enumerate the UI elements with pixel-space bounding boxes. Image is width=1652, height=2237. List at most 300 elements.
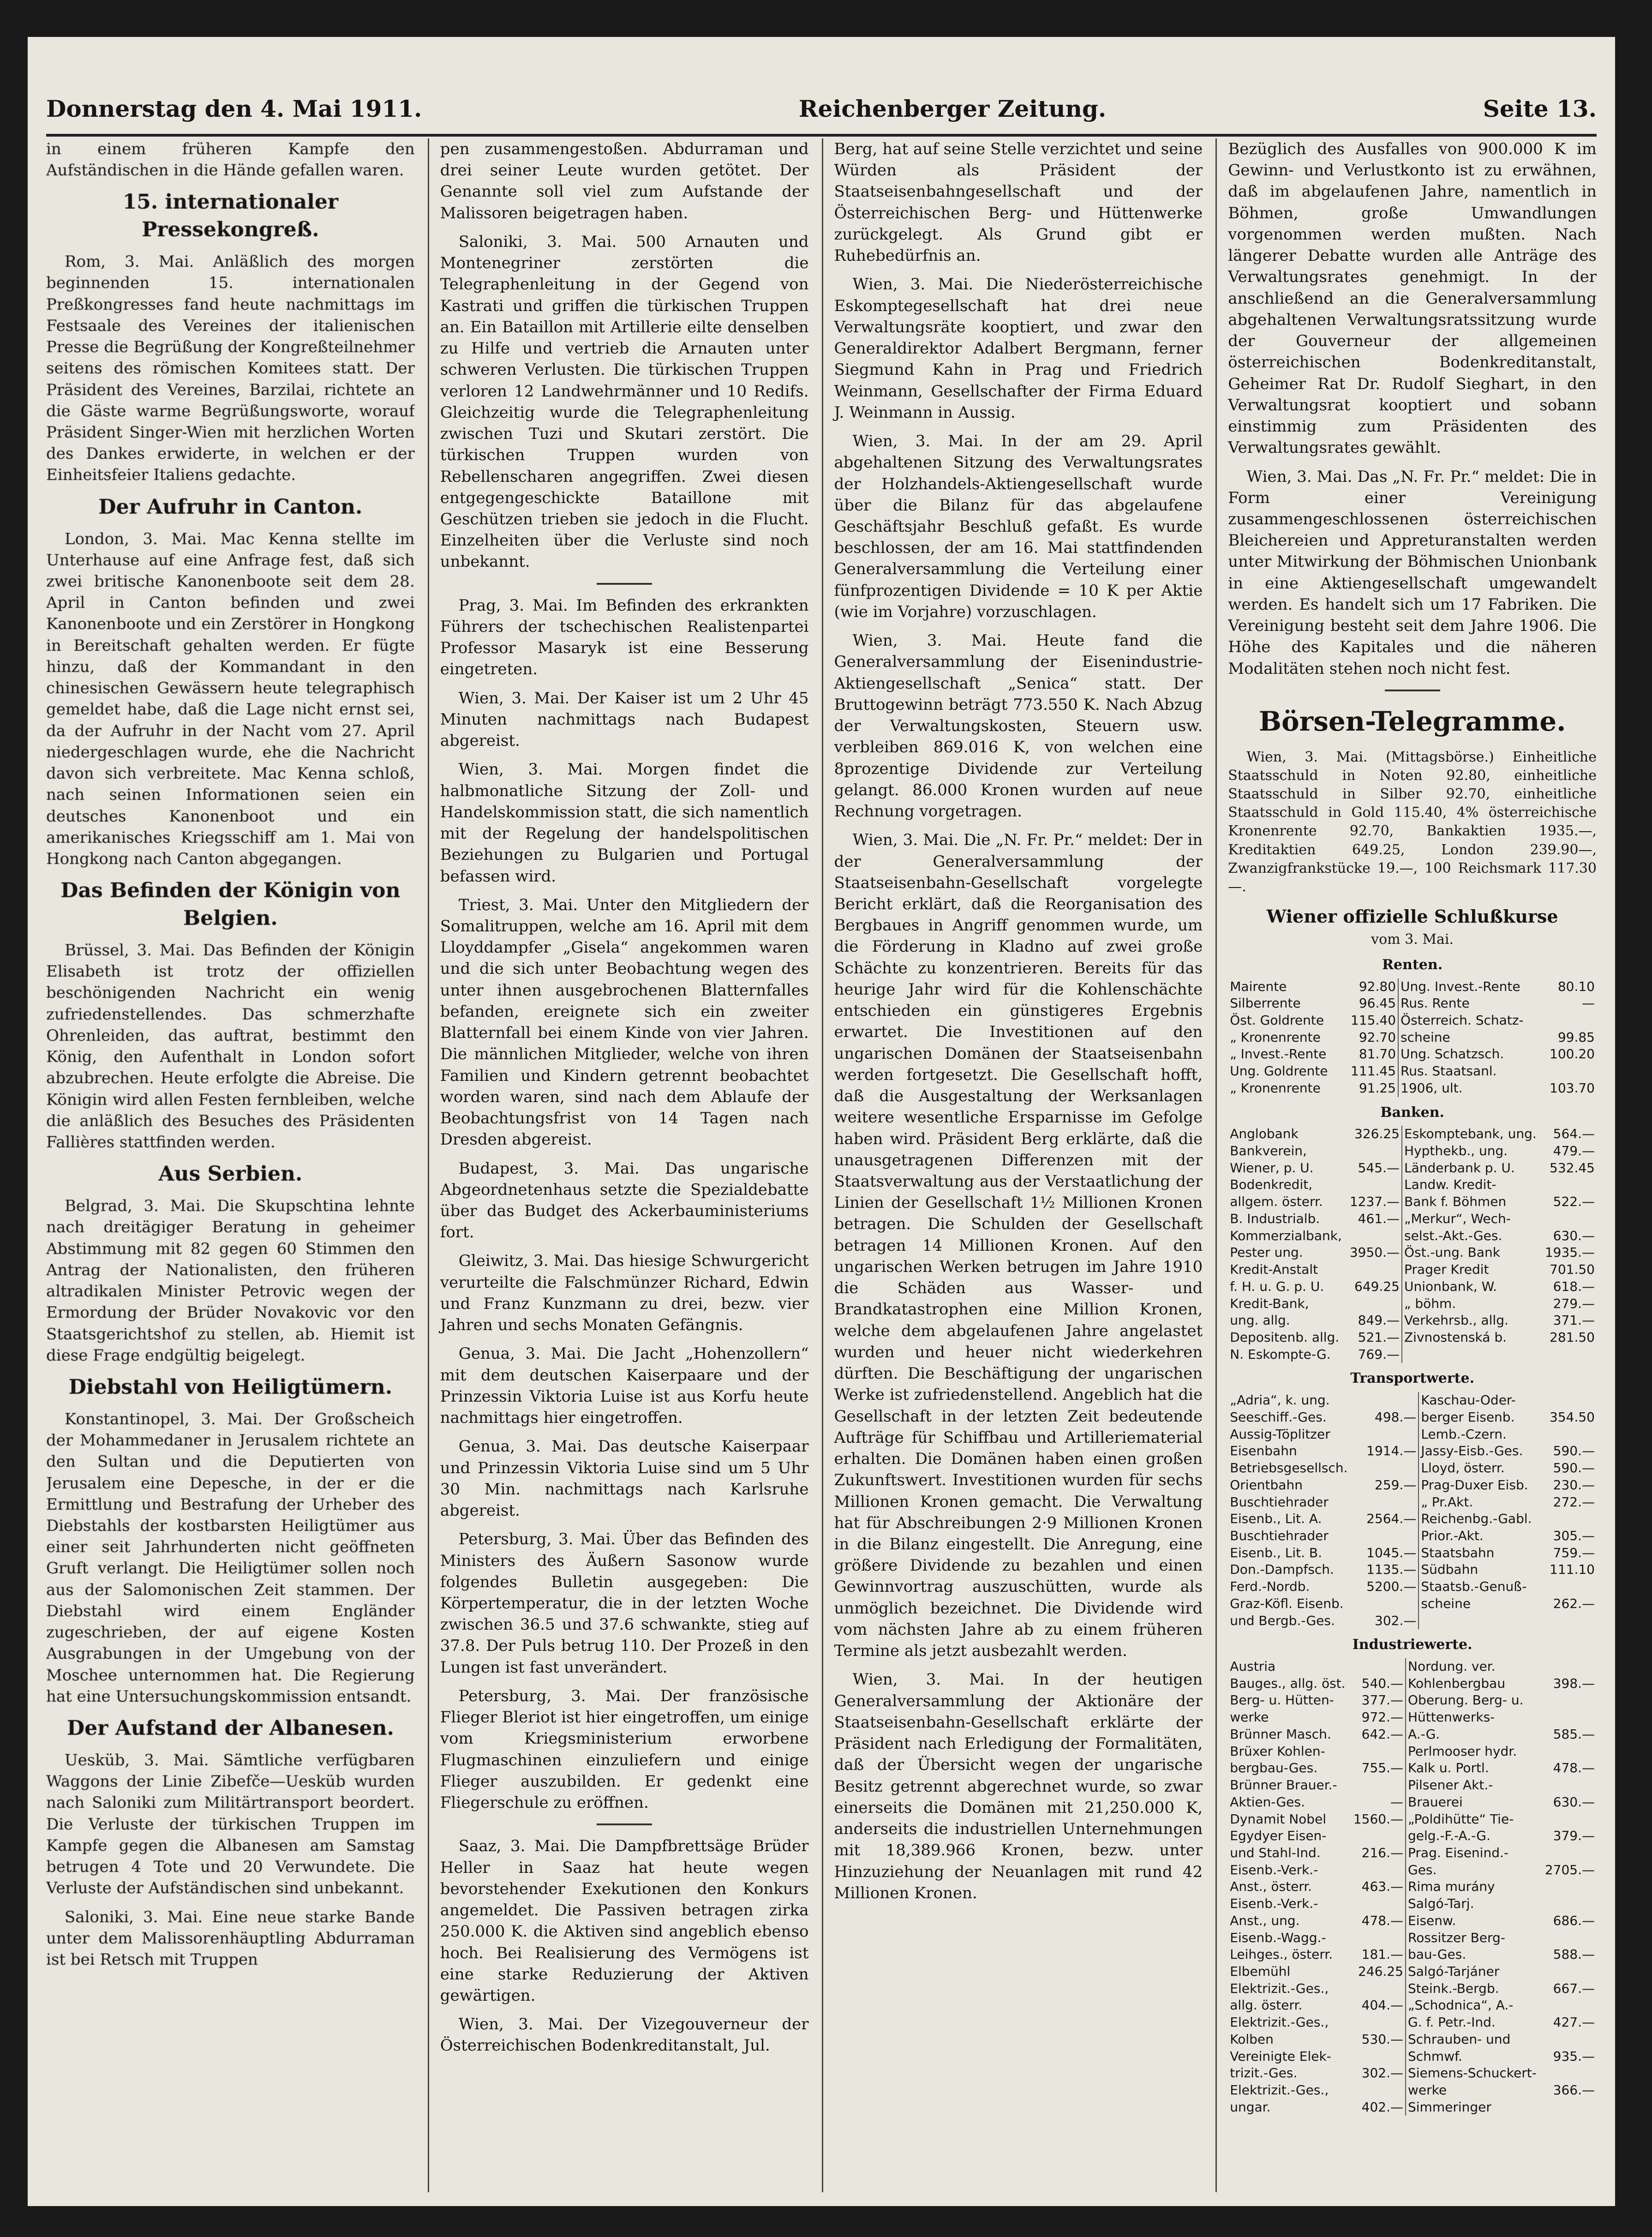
schlusskurse-title: Wiener offizielle Schlußkurse bbox=[1266, 906, 1558, 927]
kurs-value: 3950.— bbox=[1349, 1245, 1400, 1260]
kurs-row bbox=[1228, 1930, 1597, 1947]
kurs-row bbox=[1228, 1913, 1597, 1930]
kurs-name: G. f. Petr.-Ind. bbox=[1406, 2014, 1542, 2031]
kurs-row bbox=[1228, 1063, 1597, 1080]
kurs-name: Länderbank p. U. bbox=[1402, 1160, 1542, 1177]
kurs-name: Eisenw. bbox=[1406, 1913, 1542, 1930]
kurs-value: 259.— bbox=[1375, 1477, 1417, 1493]
kurs-value bbox=[1350, 1777, 1406, 1794]
kurs-name: Leihges., österr. bbox=[1230, 1947, 1333, 1962]
kurs-row bbox=[1228, 1997, 1597, 2014]
kurs-row bbox=[1228, 1845, 1597, 1862]
kurs-value: 354.50 bbox=[1550, 1409, 1595, 1425]
kurs-value: 564.— bbox=[1553, 1126, 1595, 1142]
kurs-row bbox=[1228, 1443, 1597, 1460]
kurs-value: 849.— bbox=[1358, 1313, 1400, 1328]
kurs-name: Landw. Kredit- bbox=[1402, 1176, 1542, 1193]
kurs-value bbox=[1542, 1176, 1597, 1193]
header-page-number: Seite 13. bbox=[1483, 95, 1597, 122]
kurs-value: 302.— bbox=[1375, 1613, 1417, 1628]
kurs-value bbox=[1360, 1392, 1419, 1409]
kurs-value bbox=[1542, 1930, 1597, 1947]
kurs-name: Eisenb.-Verk.- bbox=[1230, 1896, 1318, 1912]
kurs-value bbox=[1350, 1743, 1406, 1760]
kurs-value: 642.— bbox=[1361, 1726, 1403, 1742]
newspaper-page bbox=[28, 37, 1615, 2206]
kurs-value: 1560.— bbox=[1353, 1811, 1403, 1827]
kurs-row bbox=[1228, 1777, 1597, 1794]
article-paragraph: Wien, 3. Mai. Der Vizegouverneur der Österreichischen Bodenkreditanstalt, Jul. bbox=[440, 2015, 809, 2055]
kurs-value bbox=[1350, 1658, 1406, 1675]
kurs-name: Elbemühl bbox=[1230, 1963, 1291, 1979]
kurs-value: 478.— bbox=[1361, 1913, 1403, 1928]
kurs-name: Hypthekb., ung. bbox=[1402, 1143, 1542, 1160]
kurs-row bbox=[1228, 978, 1597, 996]
kurs-name: Bauges., allg. öst. bbox=[1230, 1675, 1346, 1691]
kurs-name: Prager Kredit bbox=[1402, 1261, 1542, 1278]
kurs-name: Brünner Brauer.- bbox=[1230, 1777, 1337, 1793]
kurs-value: 630.— bbox=[1553, 1794, 1595, 1810]
kurs-name: Salgó-Tarjáner bbox=[1406, 1963, 1542, 1980]
article-paragraph: in einem früheren Kampfe den Aufständischen in die Hände gefallen waren. bbox=[46, 140, 415, 180]
kurs-value: 667.— bbox=[1553, 1980, 1595, 1996]
header-newspaper-title: Reichenberger Zeitung. bbox=[798, 95, 1107, 122]
kurs-name: allgem. österr. bbox=[1230, 1194, 1323, 1210]
kurs-name: und Stahl-Ind. bbox=[1230, 1845, 1321, 1860]
kurs-value: 972.— bbox=[1361, 1709, 1403, 1725]
kurs-value: 630.— bbox=[1553, 1228, 1595, 1243]
kurs-value: 521.— bbox=[1358, 1329, 1400, 1345]
article-paragraph: London, 3. Mai. Mac Kenna stellte im Unterhause auf eine Anfrage fest, daß sich zwei britische Kanonenboote seit dem 28. April in Canton befinden und zwei Kanonenboote und ein Zerstörer in Hongkong in Bereitschaft gehalten werden. Er fügte hinzu, daß der Kommandant in den chinesischen Gewässern heute telegraphisch gemeldet habe, daß die Lage nicht ernst sei, da der Aufruhr in der Nacht vom 27. April niedergeschlagen wurde, ehe die Nachricht davon sich verbreitete. Mac Kenna schloß, nach seinen Informationen seien ein deutsches Kanonenboot und ein amerikanisches Kriegsschiff am 1. Mai von Hongkong nach Canton abgegangen. bbox=[46, 529, 415, 869]
kurs-name: bergbau-Ges. bbox=[1230, 1760, 1318, 1776]
column-4 bbox=[1215, 138, 1597, 2192]
kurs-row bbox=[1228, 1511, 1597, 1528]
kurs-value: 379.— bbox=[1553, 1828, 1595, 1844]
kurs-name: Austria bbox=[1230, 1659, 1276, 1674]
kurs-name: Prior.-Akt. bbox=[1419, 1528, 1544, 1545]
kurs-row bbox=[1228, 1477, 1597, 1494]
article-paragraph: Wien, 3. Mai. Der Kaiser ist um 2 Uhr 45 Minuten nachmittags nach Budapest abgereist. bbox=[440, 689, 809, 750]
kurs-value bbox=[1544, 1426, 1597, 1443]
kurs-row bbox=[1228, 1578, 1597, 1595]
kurs-value: 111.45 bbox=[1351, 1063, 1396, 1079]
kurs-name bbox=[1402, 1346, 1542, 1363]
kurs-name: Eisenb., Lit. B. bbox=[1230, 1545, 1323, 1560]
kurs-name: f. H. u. G. p. U. bbox=[1230, 1278, 1324, 1294]
article-paragraph: Saloniki, 3. Mai. 500 Arnauten und Montenegriner zerstörten die Telegraphenleitung in der Gegend von Kastrati und griffen die türkischen Truppen an. Ein Bataillon mit Artillerie eilte denselben zu Hilfe und vertrieb die Arnauten unter schweren Verlusten. Die türkischen Truppen verloren 12 Landwehrmänner und 10 Redifs. Gleichzeitig wurde die Telegraphenleitung zwischen Tuzi und Skutari zerstört. Die türkischen Truppen wurden von Rebellenscharen angegriffen. Zwei diesen entgegengeschickte Bataillone mit Geschützen trieben sie jedoch in die Flucht. Einzelheiten über die Verluste sind noch unbekannt. bbox=[440, 232, 809, 571]
kurs-value: 92.80 bbox=[1359, 978, 1396, 994]
kurs-row bbox=[1228, 1658, 1597, 1675]
kurs-name: Eisenb.-Wagg.- bbox=[1230, 1930, 1326, 1945]
kurs-value: 377.— bbox=[1361, 1692, 1403, 1708]
kurs-name: Depositenb. allg. bbox=[1230, 1329, 1340, 1345]
kurs-value: 91.25 bbox=[1359, 1080, 1396, 1096]
kurs-name: Egydyer Eisen- bbox=[1230, 1828, 1327, 1844]
kurs-value bbox=[1544, 1578, 1597, 1595]
kurs-name: Oberung. Berg- u. bbox=[1406, 1692, 1542, 1709]
article-paragraph: Saaz, 3. Mai. Die Dampfbrettsäge Brüder Heller in Saaz hat heute wegen bevorstehender Exekutionen den Konkurs angemeldet. Die Passiven betragen zirka 250.000 K. die Aktiven sind angeblich ebenso hoch. Bei Realisierung des Vermögens ist eine starke Reduzierung der Aktiven gewärtigen. bbox=[440, 1837, 809, 2005]
kurs-value: 115.40 bbox=[1351, 1012, 1396, 1028]
article-paragraph: Wien, 3. Mai. In der am 29. April abgehaltenen Sitzung des Verwaltungsrates der Holzhandels-Aktiengesellschaft wurde über die Bilanz für das abgelaufene Geschäftsjahr Beschluß gefaßt. Es wurde beschlossen, der am 16. Mai stattfindenden Generalversammlung die Verteilung einer fünfprozentigen Dividende = 10 K per Aktie (wie im Vorjahre) vorzuschlagen. bbox=[834, 432, 1203, 621]
kurs-row bbox=[1228, 1613, 1597, 1630]
kurs-value bbox=[1542, 1692, 1597, 1709]
kurs-value: 479.— bbox=[1553, 1143, 1595, 1159]
kurs-value: 461.— bbox=[1358, 1211, 1400, 1226]
kurs-value: 262.— bbox=[1553, 1595, 1595, 1611]
kurs-name bbox=[1419, 1613, 1544, 1630]
kurs-value: 2705.— bbox=[1544, 1862, 1595, 1877]
kurs-name: N. Eskompte-G. bbox=[1230, 1346, 1331, 1362]
kurs-name: „Schodnica“, A.- bbox=[1406, 1997, 1542, 2014]
kurs-value: 281.50 bbox=[1550, 1329, 1595, 1345]
kurs-value bbox=[1542, 1845, 1597, 1862]
article-paragraph: Rom, 3. Mai. Anläßlich des morgen beginnenden 15. internationalen Preßkongresses fand heute nachmittags im Festsaale des Vereines der italienischen Presse die Begrüßung der Kongreßteilnehmer seitens des römischen Komitees statt. Der Präsident des Vereines, Barzilai, richtete an die Gäste warme Begrüßungsworte, worauf Präsident Singer-Wien mit herzlichen Worten des Dankes erwiderte, in welchen er der Einheitsfeier Italiens gedachte. bbox=[46, 252, 415, 485]
kurs-value: 545.— bbox=[1358, 1160, 1400, 1175]
kurs-name: Rus. Rente bbox=[1398, 995, 1542, 1012]
kurs-row bbox=[1228, 1160, 1597, 1177]
kurs-name: B. Industrialb. bbox=[1230, 1211, 1320, 1226]
article-paragraph: Gleiwitz, 3. Mai. Das hiesige Schwurgericht verurteilte die Falschmünzer Richard, Edwin und Franz Kunzmann zu drei, bezw. vier Jahren und sechs Monaten Gefängnis. bbox=[440, 1252, 809, 1335]
kurs-row bbox=[1228, 1528, 1597, 1545]
kurs-table bbox=[1228, 1126, 1597, 1363]
kurs-value: 92.70 bbox=[1359, 1029, 1396, 1045]
kurs-row bbox=[1228, 1029, 1597, 1046]
kurs-name: Salgó-Tarj. bbox=[1406, 1895, 1542, 1913]
article-heading: Aus Serbien. bbox=[158, 1162, 303, 1186]
kurs-name: Rossitzer Berg- bbox=[1406, 1930, 1542, 1947]
kurs-value: 1237.— bbox=[1349, 1194, 1400, 1210]
kurs-value bbox=[1347, 1176, 1402, 1193]
kurs-name: Österreich. Schatz- bbox=[1398, 1012, 1542, 1029]
kurs-name: „ Kronenrente bbox=[1230, 1080, 1321, 1096]
kurs-name: Anst., ung. bbox=[1230, 1913, 1300, 1928]
kurs-row bbox=[1228, 1828, 1597, 1845]
kurs-name: Buschtiehrader bbox=[1230, 1494, 1329, 1510]
kurs-value bbox=[1347, 1228, 1402, 1245]
kurs-name: Prag-Duxer Eisb. bbox=[1419, 1477, 1544, 1494]
kurs-row bbox=[1228, 1878, 1597, 1895]
kurs-value: 305.— bbox=[1553, 1528, 1595, 1543]
kurs-value: 100.20 bbox=[1550, 1046, 1595, 1062]
kurs-name: Lloyd, österr. bbox=[1419, 1460, 1544, 1477]
kurs-value bbox=[1542, 1811, 1597, 1828]
article-paragraph: Genua, 3. Mai. Das deutsche Kaiserpaar und Prinzessin Viktoria Luise sind um 5 Uhr 30 Min. nachmittags nach Karlsruhe abgereist. bbox=[440, 1437, 809, 1520]
kurs-name: bau-Ges. bbox=[1406, 1946, 1542, 1963]
kurs-name: Elektrizit.-Ges., bbox=[1230, 1980, 1329, 1996]
article-paragraph: Wien, 3. Mai. Morgen findet die halbmonatliche Sitzung der Zoll- und Handelskommission statt, die sich namentlich mit der Regelung der handelspolitischen Beziehungen zu Bulgarien und Portugal befassen wird. bbox=[440, 760, 809, 886]
kurs-name: Prag. Eisenind.- bbox=[1406, 1845, 1542, 1862]
kurs-name: Verkehrsb., allg. bbox=[1402, 1312, 1542, 1329]
kurs-value: 404.— bbox=[1361, 1997, 1403, 2013]
kurs-value: 590.— bbox=[1553, 1460, 1595, 1476]
kurs-name: Reichenbg.-Gabl. bbox=[1419, 1511, 1544, 1528]
kurs-value bbox=[1542, 1658, 1597, 1675]
kurs-row bbox=[1228, 1295, 1597, 1313]
kurs-row bbox=[1228, 1211, 1597, 1228]
kurs-row bbox=[1228, 1392, 1597, 1409]
kurs-value bbox=[1542, 2099, 1597, 2116]
kurs-value: 5200.— bbox=[1366, 1579, 1417, 1595]
kurs-name: Kalk u. Portl. bbox=[1406, 1760, 1542, 1777]
kurs-value: 371.— bbox=[1553, 1313, 1595, 1328]
kurs-value bbox=[1542, 2065, 1597, 2082]
kurs-value bbox=[1542, 1709, 1597, 1726]
kurs-value bbox=[1350, 1895, 1406, 1913]
article-paragraph: Petersburg, 3. Mai. Der französische Flieger Bleriot ist hier eingetroffen, um einige vom Kriegsministerium erworbene Flugmaschinen einzuliefern und einige Flieger auszubilden. Er gedenkt eine Fliegerschule zu eröffnen. bbox=[440, 1686, 809, 1812]
kurs-name: werke bbox=[1230, 1709, 1269, 1725]
kurs-row bbox=[1228, 1278, 1597, 1295]
kurs-name: Silberrente bbox=[1230, 996, 1301, 1011]
article-paragraph: Belgrad, 3. Mai. Die Skupschtina lehnte nach dreitägiger Beratung in geheimer Abstimmung mit 82 gegen 60 Stimmen den Antrag der Nationalisten, den früheren altradikalen Minister Petrovic wegen der Ermordung der Brüder Novakovic vor den Staatsgerichtshof zu stellen, ab. Hiemit ist diese Frage endgültig beigelegt. bbox=[46, 1197, 415, 1365]
kurs-value: 181.— bbox=[1361, 1947, 1403, 1962]
columns bbox=[46, 138, 1597, 2192]
kurs-row bbox=[1228, 1409, 1597, 1426]
kurs-name: Elektrizit.-Ges., bbox=[1230, 2082, 1329, 2098]
kurs-name: Kommerzialbank, bbox=[1230, 1228, 1342, 1243]
kurs-row bbox=[1228, 1675, 1597, 1692]
schlusskurse-date: vom 3. Mai. bbox=[1371, 931, 1454, 948]
kurs-value: 1135.— bbox=[1366, 1562, 1417, 1577]
kurs-name: Eisenb.-Verk.- bbox=[1230, 1862, 1318, 1877]
column-4-articles bbox=[1228, 138, 1597, 679]
kurs-row bbox=[1228, 1261, 1597, 1278]
kurs-value: 759.— bbox=[1553, 1545, 1595, 1560]
kurs-value: 246.25 bbox=[1358, 1963, 1403, 1979]
article-heading: Der Aufstand der Albanesen. bbox=[66, 1716, 394, 1740]
kurs-name: Eisenbahn bbox=[1230, 1443, 1297, 1459]
kurs-name: Unionbank, W. bbox=[1402, 1278, 1542, 1295]
kurs-name: Staatsbahn bbox=[1419, 1545, 1544, 1562]
article-paragraph: Wien, 3. Mai. In der heutigen Generalversammlung der Aktionäre der Staatseisenbahn-Gesellschaft erklärte der Präsident nach Erledigung der Formalitäten, daß der Übersicht wegen der ungarische Besitz getrennt abgerechnet wurde, so zwar einerseits die Domänen mit 21,250.000 K, anderseits die industriellen Unternehmungen mit 18,389.966 Kronen, bezw. unter Hinzuziehung der Neuanlagen mit rund 42 Millionen Kronen. bbox=[834, 1670, 1203, 1902]
article-paragraph: Saloniki, 3. Mai. Eine neue starke Bande unter dem Malissorenhäuptling Abdurraman ist bei Retsch mit Truppen bbox=[46, 1907, 415, 1969]
kurs-name: trizit.-Ges. bbox=[1230, 2065, 1298, 2081]
kurs-value: 935.— bbox=[1553, 2048, 1595, 2064]
kurs-name: Südbahn bbox=[1419, 1561, 1544, 1578]
kurs-name: 1906, ult. bbox=[1398, 1080, 1542, 1097]
kurs-value: 81.70 bbox=[1359, 1046, 1396, 1062]
article-heading: Das Befinden der Königin von Belgien. bbox=[60, 879, 401, 930]
kurs-name: Don.-Dampfsch. bbox=[1230, 1562, 1334, 1577]
kurs-row bbox=[1228, 1743, 1597, 1760]
kurs-name: Öst.-ung. Bank bbox=[1402, 1244, 1542, 1261]
column-2 bbox=[428, 138, 809, 2192]
kurs-row bbox=[1228, 1794, 1597, 1811]
kurs-value bbox=[1542, 1012, 1597, 1029]
kurs-value: 478.— bbox=[1553, 1760, 1595, 1776]
kurs-name: Bodenkredit, bbox=[1230, 1177, 1313, 1193]
kurs-name: Hüttenwerks- bbox=[1406, 1709, 1542, 1726]
kurs-value: 769.— bbox=[1358, 1346, 1400, 1362]
kurs-row bbox=[1228, 1709, 1597, 1726]
kurs-value: 1935.— bbox=[1544, 1245, 1595, 1260]
kurs-row bbox=[1228, 2099, 1597, 2116]
article-heading: Diebstahl von Heiligtümern. bbox=[68, 1375, 393, 1399]
kurs-value: 590.— bbox=[1553, 1443, 1595, 1459]
article-paragraph: Uesküb, 3. Mai. Sämtliche verfügbaren Waggons der Linie Zibefče—Uesküb wurden nach Saloniki zum Militärtransport beordert. Die Verluste der türkischen Truppen im Kampfe gegen die Albanesen am Samstag betrugen 4 Tote und 20 Verwundete. Die Verluste der Aufständischen sind unbekannt. bbox=[46, 1751, 415, 1898]
article-paragraph: Brüssel, 3. Mai. Das Befinden der Königin Elisabeth ist trotz der offiziellen beschönigenden Nachricht ein wenig zufriedenstellendes. Das schmerzhafte Ohrenleiden, das auftrat, bestimmt den König, den Aufenthalt in London sofort abzubrechen. Heute erfolgte die Abreise. Die Königin wird allen Festen fernbleiben, welche die anläßlich des Besuches des Präsidenten Fallières stattfinden werden. bbox=[46, 941, 415, 1152]
kurs-name: berger Eisenb. bbox=[1419, 1409, 1544, 1426]
kurs-name: Ferd.-Nordb. bbox=[1230, 1579, 1310, 1595]
kurs-value bbox=[1347, 1143, 1402, 1160]
kurs-name: „ böhm. bbox=[1402, 1295, 1542, 1313]
kurs-row bbox=[1228, 2065, 1597, 2082]
kurs-name: Wiener, p. U. bbox=[1230, 1160, 1314, 1175]
article-paragraph: Prag, 3. Mai. Im Befinden des erkrankten Führers der tschechischen Realistenpartei Professor Masaryk ist eine Besserung eingetreten. bbox=[440, 596, 809, 679]
kurs-name: „Merkur“, Wech- bbox=[1402, 1211, 1542, 1228]
kurs-name: Ung. Schatzsch. bbox=[1398, 1046, 1542, 1063]
kurs-value: 279.— bbox=[1553, 1295, 1595, 1311]
kurs-section-title: Renten. bbox=[1382, 956, 1443, 973]
kurs-value: 111.10 bbox=[1550, 1562, 1595, 1577]
kurs-value bbox=[1544, 1392, 1597, 1409]
kurs-name: Pilsener Akt.- bbox=[1406, 1777, 1542, 1794]
kurs-row bbox=[1228, 1080, 1597, 1097]
kurs-row bbox=[1228, 1963, 1597, 1980]
kurs-name: Kolben bbox=[1230, 2031, 1274, 2047]
kurs-sections bbox=[1228, 956, 1597, 2116]
kurs-value bbox=[1347, 1261, 1402, 1278]
kurs-row bbox=[1228, 1760, 1597, 1777]
kurs-row bbox=[1228, 1895, 1597, 1913]
kurs-name: „Poldihütte“ Tie- bbox=[1406, 1811, 1542, 1828]
kurs-row bbox=[1228, 1312, 1597, 1329]
kurs-name: Rima murány bbox=[1406, 1878, 1542, 1895]
kurs-value: 1045.— bbox=[1366, 1545, 1417, 1560]
column-3 bbox=[822, 138, 1203, 2192]
kurs-value bbox=[1350, 2048, 1406, 2065]
kurs-value: 585.— bbox=[1553, 1726, 1595, 1742]
kurs-name: Kaschau-Oder- bbox=[1419, 1392, 1544, 1409]
kurs-name: Brauerei bbox=[1406, 1794, 1542, 1811]
kurs-value: 216.— bbox=[1361, 1845, 1403, 1860]
kurs-value bbox=[1360, 1426, 1419, 1443]
kurs-row bbox=[1228, 2048, 1597, 2065]
separator-rule bbox=[597, 1823, 652, 1825]
kurs-row bbox=[1228, 1595, 1597, 1613]
column-1 bbox=[46, 138, 415, 2192]
kurs-value: 1914.— bbox=[1366, 1443, 1417, 1459]
kurs-name: Steink.-Bergb. bbox=[1406, 1980, 1542, 1997]
kurs-row bbox=[1228, 2082, 1597, 2099]
kurs-name: Bank f. Böhmen bbox=[1402, 1193, 1542, 1211]
kurs-row bbox=[1228, 2031, 1597, 2048]
boerse-title: Börsen-Telegramme. bbox=[1258, 705, 1566, 737]
separator-rule bbox=[597, 583, 652, 585]
article-heading: Der Aufruhr in Canton. bbox=[98, 495, 363, 519]
kurs-name: Zivnostenská b. bbox=[1402, 1329, 1542, 1346]
kurs-name: Orientbahn bbox=[1230, 1477, 1303, 1493]
kurs-row bbox=[1228, 1545, 1597, 1562]
kurs-row bbox=[1228, 1692, 1597, 1709]
kurs-name: Bankverein, bbox=[1230, 1143, 1307, 1159]
article-paragraph: Petersburg, 3. Mai. Über das Befinden des Ministers des Äußern Sasonow wurde folgendes Bulletin ausgegeben: Die Körpertemperatur, die in der letzten Woche zwischen 36.5 und 37.6 schwankte, stieg auf 37.8. Der Puls betrug 110. Der Prozeß in den Lungen ist fast unverändert. bbox=[440, 1530, 809, 1677]
kurs-name: Staatsb.-Genuß- bbox=[1419, 1578, 1544, 1595]
kurs-value bbox=[1350, 2014, 1406, 2031]
kurs-value bbox=[1542, 1878, 1597, 1895]
article-heading: 15. internationaler Pressekongreß. bbox=[122, 190, 339, 242]
page-header bbox=[46, 83, 1597, 137]
kurs-name: Simmeringer bbox=[1406, 2099, 1542, 2116]
kurs-value: 686.— bbox=[1553, 1913, 1595, 1928]
kurs-row bbox=[1228, 1193, 1597, 1211]
kurs-value: 272.— bbox=[1553, 1494, 1595, 1510]
kurs-row bbox=[1228, 1811, 1597, 1828]
kurs-value: 755.— bbox=[1361, 1760, 1403, 1776]
kurs-value bbox=[1350, 1828, 1406, 1845]
article-paragraph: Genua, 3. Mai. Die Jacht „Hohenzollern“ mit dem deutschen Kaiserpaare und der Prinzessin Viktoria Luise ist aus Korfu heute nachmittags hier eingetroffen. bbox=[440, 1344, 809, 1427]
kurs-name: A.-G. bbox=[1406, 1726, 1542, 1743]
kurs-name: gelg.-F.-A.-G. bbox=[1406, 1828, 1542, 1845]
kurs-value bbox=[1542, 1063, 1597, 1080]
kurs-row bbox=[1228, 995, 1597, 1012]
kurs-name: ungar. bbox=[1230, 2099, 1271, 2115]
kurs-section-title: Transportwerte. bbox=[1350, 1370, 1475, 1387]
kurs-name: scheine bbox=[1398, 1029, 1542, 1046]
kurs-table bbox=[1228, 1392, 1597, 1629]
kurs-name: Aktien-Ges. bbox=[1230, 1794, 1305, 1810]
kurs-value: 618.— bbox=[1553, 1278, 1595, 1294]
kurs-value: 103.70 bbox=[1550, 1080, 1595, 1096]
kurs-value bbox=[1360, 1528, 1419, 1545]
kurs-value: 402.— bbox=[1361, 2099, 1403, 2115]
kurs-value: 99.85 bbox=[1557, 1029, 1595, 1045]
kurs-row bbox=[1228, 1494, 1597, 1511]
kurs-name: Kredit-Bank, bbox=[1230, 1295, 1309, 1311]
article-paragraph: Wien, 3. Mai. Die „N. Fr. Pr.“ meldet: Der in der Generalversammlung der Staatseisenbahn-Gesellschaft vorgelegte Bericht erklärt, daß die Reorganisation des Bergbaues in Angriff genommen wurde, um die Förderung in Kladno auf zwei große Schächte zu konzentrieren. Bereits für das heurige Jahr wird für die Kohlenschächte entschieden ein günstigeres Ergebnis erwartet. Die Investitionen auf den ungarischen Domänen der Staatseisenbahn werden fortgesetzt. Die Gesellschaft hofft, daß die Ausgestaltung der Werksanlagen weitere wesentliche Ersparnisse im Gefolge haben wird. Präsident Berg erklärte, daß die unausgetragenen Differenzen mit der Staatsverwaltung aus der Verstaatlichung der Linien der Gesellschaft 1½ Millionen Kronen betragen. Die Schulden der Gesellschaft betragen 14 Millionen Kronen. Auf den ungarischen Werken betrugen im Jahre 1910 die Schäden aus Wasser- und Brandkatastrophen eine Million Kronen, welche dem abgelaufenen Jahre angelastet wurden und heuer nicht wiederkehren dürften. Die Beschäftigung der ungarischen Werke ist zufriedenstellend. Angeblich hat die Gesellschaft in der letzten Zeit bedeutende Aufträge für Schiffbau und Artilleriematerial erhalten. Die Domänen haben einen großen Zukunftswert. Investitionen wurden für sechs Millionen Kronen gemacht. Die Verwaltung hat für Abschreibungen 2·9 Millionen Kronen in die Bilanz eingestellt. Die Anregung, eine größere Dividende zu bezahlen und einen Gewinnvortrag auszuschütten, wurde als unmöglich bezeichnet. Die Dividende wird vom nächsten Jahre ab zu einem früheren Termine als jetzt ausbezahlt werden. bbox=[834, 831, 1203, 1661]
kurs-value: 540.— bbox=[1361, 1675, 1403, 1691]
kurs-name: Betriebsgesellsch. bbox=[1230, 1460, 1348, 1476]
kurs-section-title: Industriewerte. bbox=[1352, 1637, 1472, 1653]
kurs-row bbox=[1228, 1561, 1597, 1578]
kurs-name: Schrauben- und bbox=[1406, 2031, 1542, 2048]
kurs-name: Vereinigte Elek- bbox=[1230, 2048, 1331, 2064]
kurs-name: Öst. Goldrente bbox=[1230, 1012, 1324, 1028]
kurs-name: scheine bbox=[1419, 1595, 1544, 1613]
kurs-value bbox=[1350, 1930, 1406, 1947]
kurs-row bbox=[1228, 1228, 1597, 1245]
kurs-row bbox=[1228, 1126, 1597, 1143]
kurs-value: — bbox=[1582, 996, 1595, 1011]
kurs-name: Lemb.-Czern. bbox=[1419, 1426, 1544, 1443]
kurs-value: 2564.— bbox=[1366, 1511, 1417, 1527]
article-paragraph: pen zusammengestoßen. Abdurraman und drei seiner Leute wurden getötet. Der Genannte soll viel zum Aufstande der Malissoren beigetragen haben. bbox=[440, 140, 809, 222]
kurs-name: „ Invest.-Rente bbox=[1230, 1046, 1327, 1062]
kurs-value: 96.45 bbox=[1359, 996, 1396, 1011]
kurs-name: werke bbox=[1406, 2082, 1542, 2099]
kurs-value bbox=[1542, 1963, 1597, 1980]
kurs-value bbox=[1544, 1511, 1597, 1528]
article-paragraph: Konstantinopel, 3. Mai. Der Großscheich der Mohammedaner in Jerusalem richtete an den Sultan und die Deputierten von Jerusalem eine Depesche, in der er die Ermittlung und Bestrafung der Urheber des Diebstahls der kostbarsten Heiligtümer aus einer seit Jahrhunderten nicht geöffneten Gruft verlangt. Die Heiligtümer sollen noch aus der Salomonischen Zeit stammen. Der Diebstahl wird einem Engländer zugeschrieben, der auf eigene Kosten Ausgrabungen in der Umgebung von der Moschee unternommen hat. Die Regierung hat eine Untersuchungskommission entsandt. bbox=[46, 1409, 415, 1706]
kurs-name: Schmwf. bbox=[1406, 2048, 1542, 2065]
kurs-row bbox=[1228, 2014, 1597, 2031]
kurs-value bbox=[1360, 1595, 1419, 1613]
kurs-value bbox=[1542, 1895, 1597, 1913]
kurs-name: Ung. Invest.-Rente bbox=[1398, 978, 1542, 996]
kurs-name: allg. österr. bbox=[1230, 1997, 1303, 2013]
kurs-name: Brüxer Kohlen- bbox=[1230, 1743, 1325, 1759]
kurs-row bbox=[1228, 1946, 1597, 1963]
kurs-value: 398.— bbox=[1553, 1675, 1595, 1691]
kurs-name: „Adria“, k. ung. bbox=[1230, 1392, 1330, 1408]
kurs-name: Graz-Köfl. Eisenb. bbox=[1230, 1595, 1344, 1611]
kurs-value: 366.— bbox=[1553, 2082, 1595, 2098]
boerse-intro: Wien, 3. Mai. (Mittagsbörse.) Einheitliche Staatsschuld in Noten 92.80, einheitliche Staatsschuld in Silber 92.70, einheitliche Staatsschuld in Gold 115.40, 4% österreichische Kronenrente 92.70, Bankaktien 1935.—, Kreditaktien 649.25, London 239.90—, Zwanzigfrankstücke 19.—, 100 Reichsmark 117.30—. bbox=[1228, 749, 1597, 895]
kurs-row bbox=[1228, 1862, 1597, 1879]
kurs-name: „ Pr.Akt. bbox=[1419, 1494, 1544, 1511]
article-paragraph: Bezüglich des Ausfalles von 900.000 K im Gewinn- und Verlustkonto ist zu erwähnen, daß im abgelaufenen Jahre, namentlich in Böhmen, große Umwandlungen vorgenommen werden mußten. Nach längerer Debatte wurden alle Anträge des Verwaltungsrates genehmigt. In der anschließend an die Generalversammlung abgehaltenen Verwaltungsratssitzung wurde der Gouverneur der allgemeinen österreichischen Bodenkreditanstalt, Geheimer Rat Dr. Rudolf Sieghart, in den Verwaltungsrat kooptiert und sobann einstimmig zum Präsidenten des Verwaltungsrates gewählt. bbox=[1228, 140, 1597, 457]
kurs-row bbox=[1228, 1329, 1597, 1346]
kurs-value bbox=[1544, 1613, 1597, 1630]
